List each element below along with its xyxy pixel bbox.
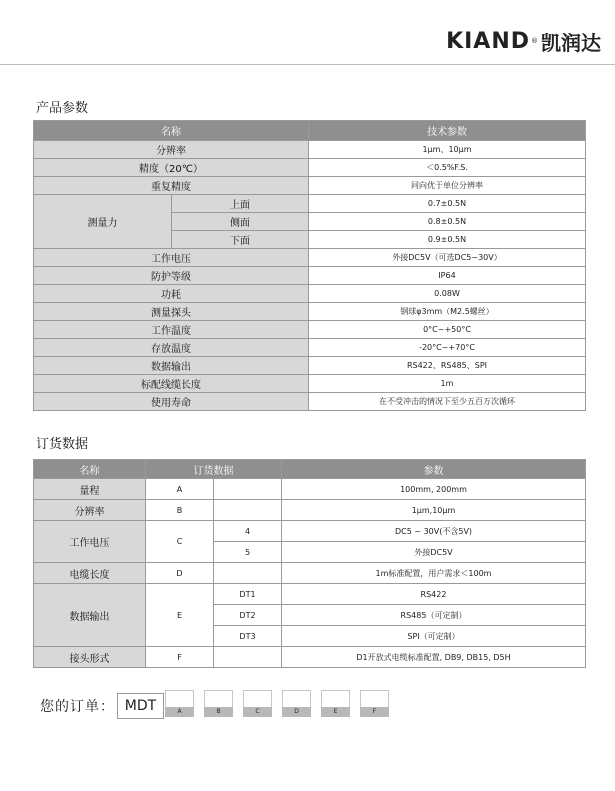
order-label: 分辨率 xyxy=(34,500,146,521)
spec-label: 标配线缆长度 xyxy=(34,375,309,393)
spec-label: 分辨率 xyxy=(34,141,309,159)
order-table xyxy=(33,459,586,668)
order-box-e[interactable] xyxy=(321,690,350,717)
spec-row xyxy=(34,321,586,339)
spec-row xyxy=(34,177,586,195)
spec-label: 防护等级 xyxy=(34,267,309,285)
order-value: 100mm, 200mm xyxy=(282,479,586,500)
spec-value: 同向优于单位分辨率 xyxy=(309,177,586,195)
spec-section-title: 产品参数 xyxy=(36,101,89,116)
spec-row xyxy=(34,195,586,213)
order-header-name: 名称 xyxy=(34,460,146,479)
order-box-c[interactable] xyxy=(243,690,272,717)
order-value: RS485（可定制） xyxy=(282,605,586,626)
order-box-label: F xyxy=(360,707,389,717)
order-prefix-box: MDT xyxy=(117,693,164,719)
spec-row xyxy=(34,285,586,303)
order-subcode xyxy=(214,563,282,584)
order-label: 接头形式 xyxy=(34,647,146,668)
spec-header-row xyxy=(34,121,586,141)
spec-value: 0.7±0.5N xyxy=(309,195,586,213)
spec-label: 测量力 xyxy=(34,195,172,249)
logo-latin-text: KIAND xyxy=(446,28,530,54)
spec-value: ＜0.5%F.S. xyxy=(309,159,586,177)
order-row xyxy=(34,584,586,605)
order-subcode: DT1 xyxy=(214,584,282,605)
brand-logo xyxy=(446,28,601,54)
order-box-input[interactable] xyxy=(282,690,311,707)
spec-value: 1μm、10μm xyxy=(309,141,586,159)
order-label: 电缆长度 xyxy=(34,563,146,584)
order-value: 1m标准配置，用户需求＜100m xyxy=(282,563,586,584)
spec-value: 0.8±0.5N xyxy=(309,213,586,231)
order-box-label: D xyxy=(282,707,311,717)
order-box-d[interactable] xyxy=(282,690,311,717)
order-code: D xyxy=(146,563,214,584)
order-value: RS422 xyxy=(282,584,586,605)
order-row xyxy=(34,521,586,542)
spec-value: -20°C~+70°C xyxy=(309,339,586,357)
spec-row xyxy=(34,141,586,159)
spec-label: 数据输出 xyxy=(34,357,309,375)
spec-sublabel: 侧面 xyxy=(172,213,309,231)
spec-value: 外接DC5V（可选DC5~30V） xyxy=(309,249,586,267)
order-row xyxy=(34,647,586,668)
spec-row xyxy=(34,267,586,285)
spec-label: 精度（20℃） xyxy=(34,159,309,177)
order-box-label: A xyxy=(165,707,194,717)
order-box-input[interactable] xyxy=(243,690,272,707)
order-label: 数据输出 xyxy=(34,584,146,647)
spec-row xyxy=(34,303,586,321)
order-box-input[interactable] xyxy=(321,690,350,707)
order-subcode xyxy=(214,647,282,668)
order-header-row xyxy=(34,460,586,479)
spec-label: 功耗 xyxy=(34,285,309,303)
spec-label: 重复精度 xyxy=(34,177,309,195)
order-label: 量程 xyxy=(34,479,146,500)
logo-registered-mark: ® xyxy=(531,37,538,45)
spec-value: RS422、RS485、SPI xyxy=(309,357,586,375)
spec-value: 1m xyxy=(309,375,586,393)
spec-label: 使用寿命 xyxy=(34,393,309,411)
order-box-input[interactable] xyxy=(204,690,233,707)
order-box-f[interactable] xyxy=(360,690,389,717)
order-code: E xyxy=(146,584,214,647)
order-value: 外接DC5V xyxy=(282,542,586,563)
spec-value: 在不受冲击的情况下至少五百万次循环 xyxy=(309,393,586,411)
order-row xyxy=(34,563,586,584)
order-header-code: 订货数据 xyxy=(146,460,282,479)
order-code: F xyxy=(146,647,214,668)
spec-row xyxy=(34,357,586,375)
order-box-label: E xyxy=(321,707,350,717)
spec-header-name: 名称 xyxy=(34,121,309,141)
order-value: DC5 ~ 30V(不含5V) xyxy=(282,521,586,542)
order-box-input[interactable] xyxy=(165,690,194,707)
spec-table xyxy=(33,120,586,411)
spec-value: 钢球φ3mm（M2.5螺丝） xyxy=(309,303,586,321)
spec-row xyxy=(34,375,586,393)
spec-value: 0.08W xyxy=(309,285,586,303)
spec-sublabel: 上面 xyxy=(172,195,309,213)
spec-header-param: 技术参数 xyxy=(309,121,586,141)
order-box-a[interactable] xyxy=(165,690,194,717)
spec-value: 0°C~+50°C xyxy=(309,321,586,339)
header-divider xyxy=(0,64,615,65)
order-value: SPI（可定制） xyxy=(282,626,586,647)
spec-row xyxy=(34,339,586,357)
order-code-line xyxy=(40,693,164,719)
order-subcode: DT3 xyxy=(214,626,282,647)
spec-value: 0.9±0.5N xyxy=(309,231,586,249)
spec-label: 工作电压 xyxy=(34,249,309,267)
spec-value: IP64 xyxy=(309,267,586,285)
order-code: B xyxy=(146,500,214,521)
order-code: C xyxy=(146,521,214,563)
spec-label: 存放温度 xyxy=(34,339,309,357)
order-row xyxy=(34,479,586,500)
order-subcode: 5 xyxy=(214,542,282,563)
order-box-label: C xyxy=(243,707,272,717)
order-row xyxy=(34,500,586,521)
order-subcode: 4 xyxy=(214,521,282,542)
order-subcode xyxy=(214,479,282,500)
spec-row xyxy=(34,393,586,411)
order-label: 工作电压 xyxy=(34,521,146,563)
order-line-label: 您的订单： xyxy=(40,699,115,715)
spec-label: 工作温度 xyxy=(34,321,309,339)
order-box-label: B xyxy=(204,707,233,717)
spec-sublabel: 下面 xyxy=(172,231,309,249)
page-header xyxy=(0,0,615,66)
order-box-input[interactable] xyxy=(360,690,389,707)
spec-label: 测量探头 xyxy=(34,303,309,321)
order-code: A xyxy=(146,479,214,500)
order-value: 1μm,10μm xyxy=(282,500,586,521)
spec-row xyxy=(34,159,586,177)
order-subcode xyxy=(214,500,282,521)
order-header-param: 参数 xyxy=(282,460,586,479)
order-box-b[interactable] xyxy=(204,690,233,717)
spec-row xyxy=(34,249,586,267)
order-section-title: 订货数据 xyxy=(36,437,89,452)
logo-chinese-text: 凯润达 xyxy=(541,30,601,55)
order-value: D1开放式电缆标准配置, DB9, DB15, D5H xyxy=(282,647,586,668)
order-subcode: DT2 xyxy=(214,605,282,626)
